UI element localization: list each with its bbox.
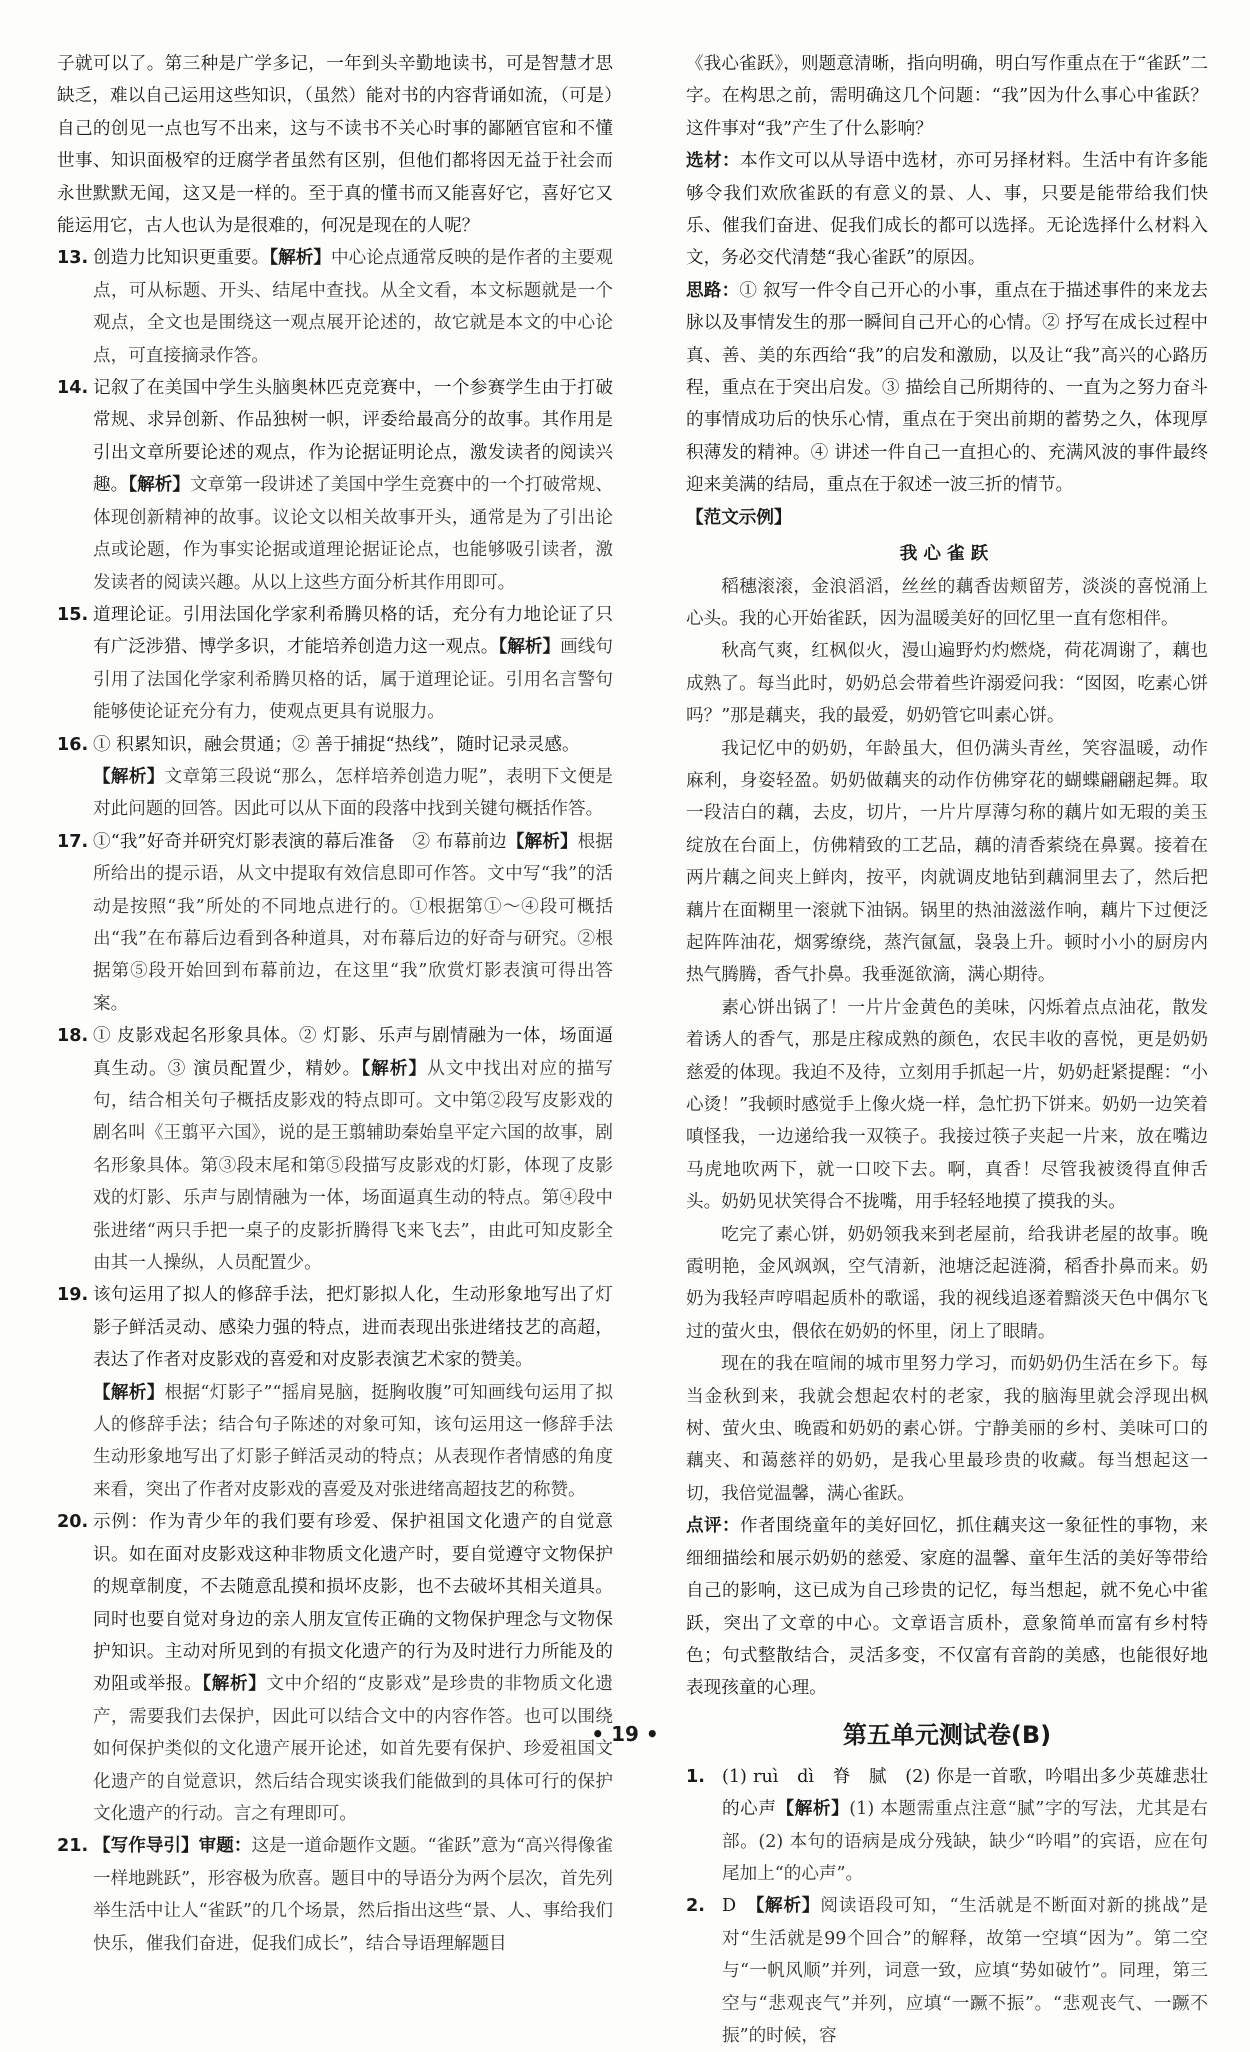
intro-paragraph: 子就可以了。第三种是广学多记，一年到头辛勤地读书，可是智慧才思缺乏，难以自己运用这些知识，（虽然）能对书的内容背诵如流，（可是）自己的创见一点也写不出来，这与不读书不关心时事的鄙陋官宦和不懂世事、知识面极窄的迂腐学者虽然有区别，但他们都将因无益于社会而永世默默无闻，这又是一样的。至于真的懂书而又能喜好它，喜好它又能运用它，古人也认为是很难的，何况是现在的人呢？ — [57, 54, 613, 237]
answer-text: ① 积累知识，融会贯通；② 善于捕捉“热线”，随时记录灵感。 — [93, 734, 580, 755]
essay-paragraph: 秋高气爽，红枫似火，漫山遍野灼灼燃烧，荷花凋谢了，藕也成熟了。每当此时，奶奶总会带着些许溺爱问我：“囡囡，吃素心饼吗？”那是藕夹，我的最爱，奶奶管它叫素心饼。 — [686, 641, 1208, 727]
answer-text: 该句运用了拟人的修辞手法，把灯影拟人化，生动形象地写出了灯影子鲜活灵动、感染力强的特点，进而表现出张进绪技艺的高超，表达了作者对皮影戏的喜爱和对皮影表演艺术家的赞美。 — [93, 1285, 613, 1371]
answer-text: 道理论证。引用法国化学家利希腾贝格的话，充分有力地论证了只有广泛涉猎、博学多识，才能培养创造力这一观点。 — [93, 604, 613, 658]
answer-text: D — [722, 1896, 737, 1917]
analysis-tag: 【解析】 — [506, 831, 578, 852]
answer-20 — [57, 1506, 613, 1830]
analysis-text: (1) 本题需重点注意“腻”字的写法，尤其是右部。(2) 本句的语病是成分残缺，缺少“吟唱”的宾语，应在句尾加上“的心声”。 — [722, 1799, 1208, 1884]
commentary-text: 作者围绕童年的美好回忆，抓住藕夹这一象征性的事物，来细细描绘和展示奶奶的慈爱、家庭的温馨、童年生活的美好等带给自己的影响，这已成为自己珍贵的记忆，每当想起，就不免心中雀跃，突出了文章的中心。文章语言质朴，意象简单而富有乡村特色；句式整散结合，灵活多变，不仅富有音韵的美感，也能很好地表现孩童的心理。 — [686, 1516, 1208, 1699]
material-text: 本作文可以从导语中选材，亦可另择材料。生活中有许多能够令我们欢欣雀跃的有意义的景、人、事，只要是能带给我们快乐、催我们奋进、促我们成长的都可以选择。无论选择什么材料入文，务必交代清楚“我心雀跃”的原因。 — [686, 151, 1208, 269]
answer-2 — [686, 1890, 1208, 2052]
analysis-text: 画线句引用了法国化学家利希腾贝格的话，属于道理论证。引用名言警句能够使论证充分有力，使观点更具有说服力。 — [93, 637, 613, 723]
essay-paragraph: 稻穗滚滚，金浪滔滔，丝丝的藕香齿颊留芳，淡淡的喜悦涌上心头。我的心开始雀跃，因为温暖美好的回忆里一直有您相伴。 — [686, 576, 1208, 629]
answer-13 — [57, 242, 613, 372]
analysis-text: 文章第三段说“那么，怎样培养创造力呢”，表明下文便是对此问题的回答。因此可以从下面的段落中找到关键句概括作答。 — [93, 766, 613, 820]
answer-15 — [57, 599, 613, 729]
answer-14 — [57, 372, 613, 599]
answer-17 — [57, 826, 613, 1020]
answer-19 — [57, 1279, 613, 1506]
question-number: 17. — [57, 831, 89, 852]
answer-text: ①“我”好奇并研究灯影表演的幕后准备 ② 布幕前边 — [93, 831, 507, 852]
approach-text: ① 叙写一件令自己开心的小事，重点在于描述事件的来龙去脉以及事情发生的那一瞬间自己开心的心情。② 抒写在成长过程中真、善、美的东西给“我”的启发和激励，以及让“我”高兴的心路历程，重点在于突出启发。③ 描绘自己所期待的、一直为之努力奋斗的事情成功后的快乐心情，重点在于突出前期的蓄势之久，体现厚积薄发的精神。④ 讲述一件自己一直担心的、充满风波的事件最终迎来美满的结局，重点在于叙述一波三折的情节。 — [686, 280, 1208, 496]
analysis-tag: 【解析】 — [269, 248, 331, 269]
essay-paragraph: 吃完了素心饼，奶奶领我来到老屋前，给我讲老屋的故事。晚霞明艳，金风飒飒，空气清新，池塘泛起涟漪，稻香扑鼻而来。奶奶为我轻声哼唱起质朴的歌谣，我的视线追逐着黯淡天色中偶尔飞过的萤火虫，偎依在奶奶的怀里，闭上了眼睛。 — [686, 1224, 1208, 1342]
writing-guide-text: 这是一道命题作文题。“雀跃”意为“高兴得像雀一样地跳跃”，形容极为欣喜。题目中的导语分为两个层次，首先列举生活中让人“雀跃”的几个场景，然后指出这些“景、人、事给我们快乐，催我们奋进，促我们成长”，结合导语理解题目 — [93, 1836, 613, 1954]
analysis-text: 从文中找出对应的描写句，结合相关句子概括皮影戏的特点即可。文中第②段写皮影戏的剧名叫《王翦平六国》，说的是王翦辅助秦始皇平定六国的故事，剧名形象具体。第③段末尾和第⑤段描写皮影戏的灯影，体现了皮影戏的灯影、乐声与剧情融为一体，场面逼真生动的特点。第④段中张进绪“两只手把一桌子的皮影折腾得飞来飞去”，由此可知皮影全由其一人操纵，人员配置少。 — [93, 1058, 613, 1274]
question-number: 1. — [686, 1766, 705, 1787]
material-tag: 选材： — [686, 151, 741, 172]
question-number: 16. — [57, 734, 89, 755]
analysis-tag: 【解析】 — [361, 1058, 428, 1079]
answer-text: ① 皮影戏起名形象具体。② 灯影、乐声与剧情融为一体，场面逼真生动。③ 演员配置少，精妙。 — [93, 1026, 613, 1079]
approach — [686, 275, 1208, 502]
approach-tag: 思路： — [686, 280, 740, 301]
question-number: 20. — [57, 1512, 89, 1533]
commentary-tag: 点评： — [686, 1516, 741, 1537]
essay-title: 我心雀跃 — [899, 544, 995, 565]
analysis-text: 根据所给出的提示语，从文中提取有效信息即可作答。文中写“我”的活动是按照“我”所处的不同地点进行的。①根据第①～④段可概括出“我”在布幕后边看到各种道具，对布幕后边的好奇与研究。②根据第⑤段开始回到布幕前边，在这里“我”欣赏灯影表演可得出答案。 — [93, 831, 613, 1014]
left-column — [57, 48, 613, 1960]
analysis-text: 文章第一段讲述了美国中学生竞赛中的一个打破常规、体现创新精神的故事。议论文以相关故事开头，通常是为了引出论点或论题，作为事实论据或道理论据证论点，也能够吸引读者，激发读者的阅读兴趣。从以上这些方面分析其作用即可。 — [93, 475, 613, 593]
writing-guide-continued: 《我心雀跃》，则题意清晰，指向明确，明白写作重点在于“雀跃”二字。在构思之前，需明确这几个问题：“我”因为什么事心中雀跃？这件事对“我”产生了什么影响？ — [686, 54, 1208, 139]
answer-16 — [57, 729, 613, 826]
commentary — [686, 1510, 1208, 1704]
section-title: 第五单元测试卷(B) — [842, 1720, 1052, 1749]
analysis-tag: 【解析】 — [498, 637, 561, 658]
model-essay-tag: 【范文示例】 — [686, 507, 792, 528]
answer-text: 示例：作为青少年的我们要有珍爱、保护祖国文化遗产的自觉意识。如在面对皮影戏这种非物质文化遗产时，要自觉遵守文物保护的规章制度，不去随意乱摸和损坏皮影，也不去破坏其相关道具。同时也要自觉对身边的亲人朋友宣传正确的文物保护理念与文物保护知识。主动对所见到的有损文化遗产的行为及时进行力所能及的劝阻或举报。 — [93, 1512, 613, 1695]
answer-text: 记叙了在美国中学生头脑奥林匹克竞赛中，一个参赛学生由于打破常规、求异创新、作品独树一帜，评委给最高分的故事。其作用是引出文章所要论述的观点，作为论据证明论点，激发读者的阅读兴趣。 — [93, 378, 613, 496]
question-number: 15. — [57, 604, 89, 625]
analysis-text: 中心论点通常反映的是作者的主要观点，可从标题、开头、结尾中查找。从全文看，本文标题就是一个观点，全文也是围绕这一观点展开论述的，故它就是本文的中心论点，可直接摘录作答。 — [93, 248, 613, 366]
page-number: • 19 • — [591, 1722, 659, 1746]
analysis-tag: 【解析】 — [202, 1674, 267, 1695]
analysis-text: 根据“灯影子”“摇肩晃脑，挺胸收腹”可知画线句运用了拟人的修辞手法；结合句子陈述的对象可知，该句运用这一修辞手法生动形象地写出了灯影子鲜活灵动的特点；从表现作者情感的角度来看，突出了作者对皮影戏的喜爱及对张进绪高超技艺的称赞。 — [93, 1382, 613, 1500]
answer-18 — [57, 1020, 613, 1279]
question-number: 19. — [57, 1285, 89, 1306]
analysis-text: 文中介绍的“皮影戏”是珍贵的非物质文化遗产，需要我们去保护，因此可以结合文中的内容作答。也可以围绕如何保护类似的文化遗产展开论述，如首先要有保护、珍爱祖国文化遗产的自觉意识，然后结合现实谈我们能做到的具体可行的保护文化遗产的行动。言之有理即可。 — [93, 1674, 613, 1824]
answer-text: 创造力比知识更重要。 — [93, 248, 270, 269]
analysis-tag: 【解析】 — [128, 475, 190, 496]
analysis-tag: 【解析】 — [776, 1799, 850, 1820]
question-number: 2. — [686, 1896, 705, 1917]
analysis-text: 阅读语段可知，“生活就是不断面对新的挑战”是对“生活就是99个回合”的解释，故第一空填“因为”。第二空与“一帆风顺”并列，词意一致，应填“势如破竹”。同理，第三空与“悲观丧气”并列，应填“一蹶不振”。“悲观丧气、一蹶不振”的时候，容 — [722, 1896, 1208, 2046]
essay-paragraph: 素心饼出锅了！一片片金黄色的美味，闪烁着点点油花，散发着诱人的香气，那是庄稼成熟的颜色，农民丰收的喜悦，更是奶奶慈爱的体现。我迫不及待，立刻用手抓起一片，奶奶赶紧提醒：“小心烫！”我顿时感觉手上像火烧一样，急忙扔下饼来。奶奶一边笑着嗔怪我，一边递给我一双筷子。我接过筷子夹起一片来，放在嘴边马虎地吹两下，就一口咬下去。啊，真香！尽管我被烫得直伸舌头。奶奶见状笑得合不拢嘴，用手轻轻地摸了摸我的头。 — [686, 997, 1208, 1213]
question-number: 18. — [57, 1026, 89, 1047]
writing-guide-tag: 【写作导引】审题： — [93, 1836, 252, 1857]
question-number: 14. — [57, 378, 89, 399]
answer-1 — [686, 1761, 1208, 1891]
essay-paragraph: 现在的我在喧闹的城市里努力学习，而奶奶仍生活在乡下。每当金秋到来，我就会想起农村的老家，我的脑海里就会浮现出枫树、萤火虫、晚霞和奶奶的素心饼。宁静美丽的乡村、美味可口的藕夹、和蔼慈祥的奶奶，是我心里最珍贵的收藏。每当想起这一切，我倍觉温馨，满心雀跃。 — [686, 1354, 1208, 1504]
essay-paragraph: 我记忆中的奶奶，年龄虽大，但仍满头青丝，笑容温暖，动作麻利，身姿轻盈。奶奶做藕夹的动作仿佛穿花的蝴蝶翩翩起舞。取一段洁白的藕，去皮，切片，一片片厚薄匀称的藕片如无瑕的美玉绽放在台面上，仿佛精致的工艺品，藕的清香萦绕在鼻翼。接着在两片藕之间夹上鲜肉，按平，肉就调皮地钻到藕洞里去了，然后把藕片在面糊里一滚就下油锅。锅里的热油滋滋作响，藕片下过便泛起阵阵油花，烟雾缭绕，蒸汽氤氲，袅袅上升。顿时小小的厨房内热气腾腾，香气扑鼻。我垂涎欲滴，满心期待。 — [686, 738, 1208, 986]
answer-text: (1) ruì dì 脊 腻 (2) 你是一首歌，吟唱出多少英雄悲壮的心声 — [722, 1766, 1208, 1820]
answer-21 — [57, 1830, 613, 1960]
analysis-tag: 【解析】 — [755, 1896, 821, 1917]
question-number: 13. — [57, 248, 89, 269]
analysis-tag: 【解析】 — [93, 1382, 165, 1403]
question-number: 21. — [57, 1836, 89, 1857]
analysis-tag: 【解析】 — [93, 766, 165, 787]
material-selection — [686, 145, 1208, 275]
right-column — [686, 48, 1208, 2052]
